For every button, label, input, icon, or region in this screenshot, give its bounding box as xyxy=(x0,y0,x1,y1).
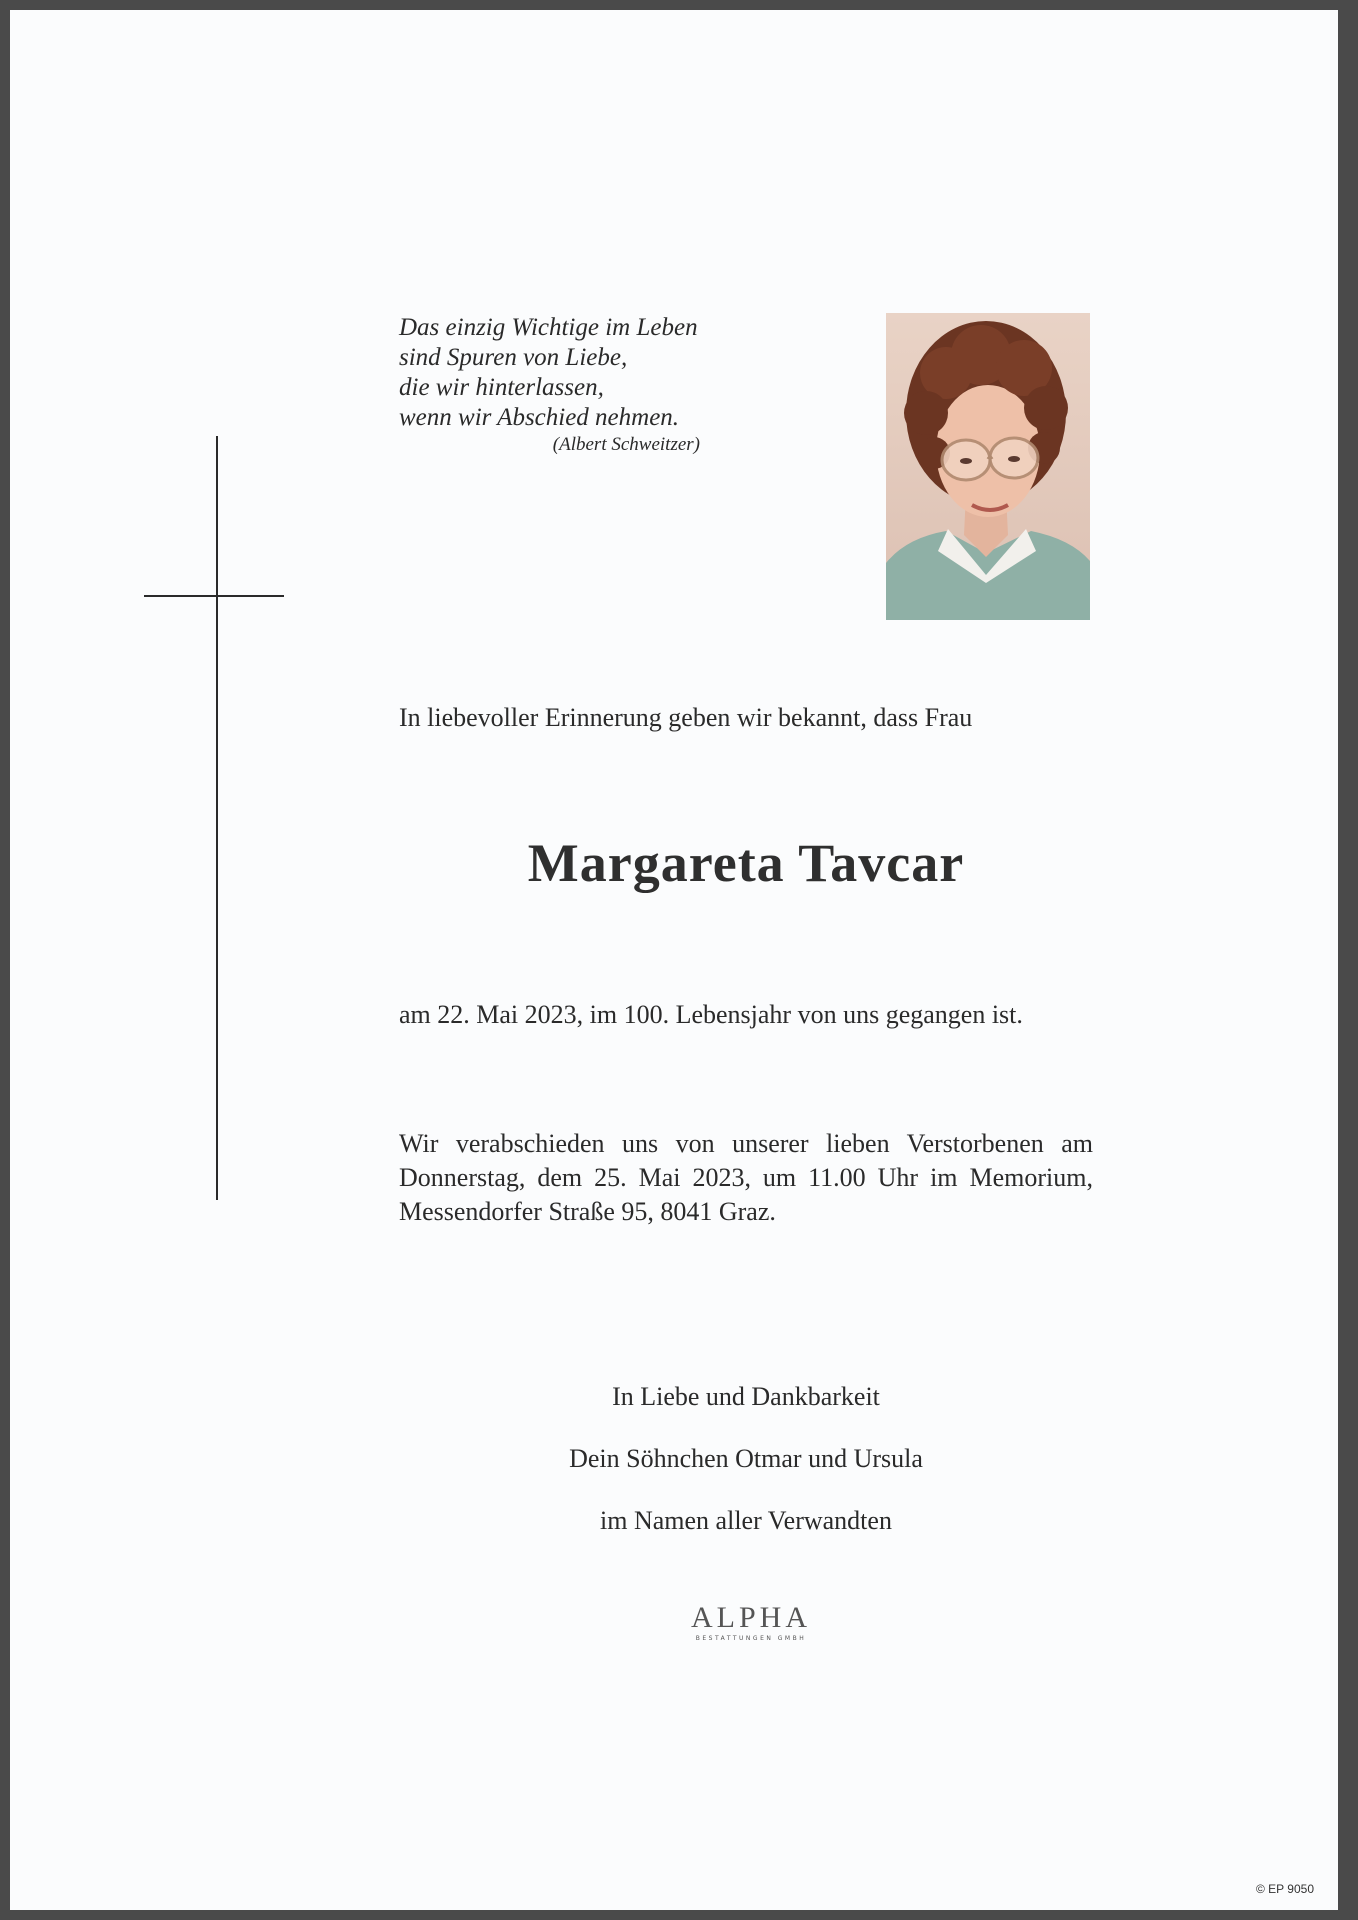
mourners-line: Dein Söhnchen Otmar und Ursula xyxy=(569,1444,923,1473)
quote-line: wenn wir Abschied nehmen. xyxy=(399,404,680,431)
cross-horizontal-bar xyxy=(144,595,284,597)
relatives-line: im Namen aller Verwandten xyxy=(600,1506,892,1535)
funeral-home-logo xyxy=(686,1602,816,1644)
funeral-details-text: Wir verabschieden uns von unserer lieben Verstorbenen am Donnerstag, dem 25. Mai 2023, um 11.00 Uhr im Memorium, Messendorfer Straße 95, 8041 Graz. xyxy=(399,1129,1093,1226)
logo-name: ALPHA xyxy=(690,1601,811,1634)
death-notice-text: am 22. Mai 2023, im 100. Lebensjahr von uns gegangen ist. xyxy=(399,1000,1023,1029)
obituary-sheet xyxy=(10,10,1338,1910)
intro-text: In liebevoller Erinnerung geben wir bekannt, dass Frau xyxy=(399,703,973,732)
closing-line: In Liebe und Dankbarkeit xyxy=(612,1382,880,1411)
quote-line: Das einzig Wichtige im Leben xyxy=(399,314,698,341)
cross-vertical-bar xyxy=(216,436,218,1200)
quote-line: die wir hinterlassen, xyxy=(399,374,604,401)
memorial-quote xyxy=(399,313,719,457)
print-code: © EP 9050 xyxy=(1256,1882,1314,1896)
quote-author: (Albert Schweitzer) xyxy=(552,434,700,455)
deceased-name: Margareta Tavcar xyxy=(527,833,965,893)
portrait-photo xyxy=(886,313,1090,620)
quote-line: sind Spuren von Liebe, xyxy=(399,344,628,371)
portrait-image xyxy=(886,313,1090,620)
logo-subtitle: BESTATTUNGEN GMBH xyxy=(695,1635,807,1642)
